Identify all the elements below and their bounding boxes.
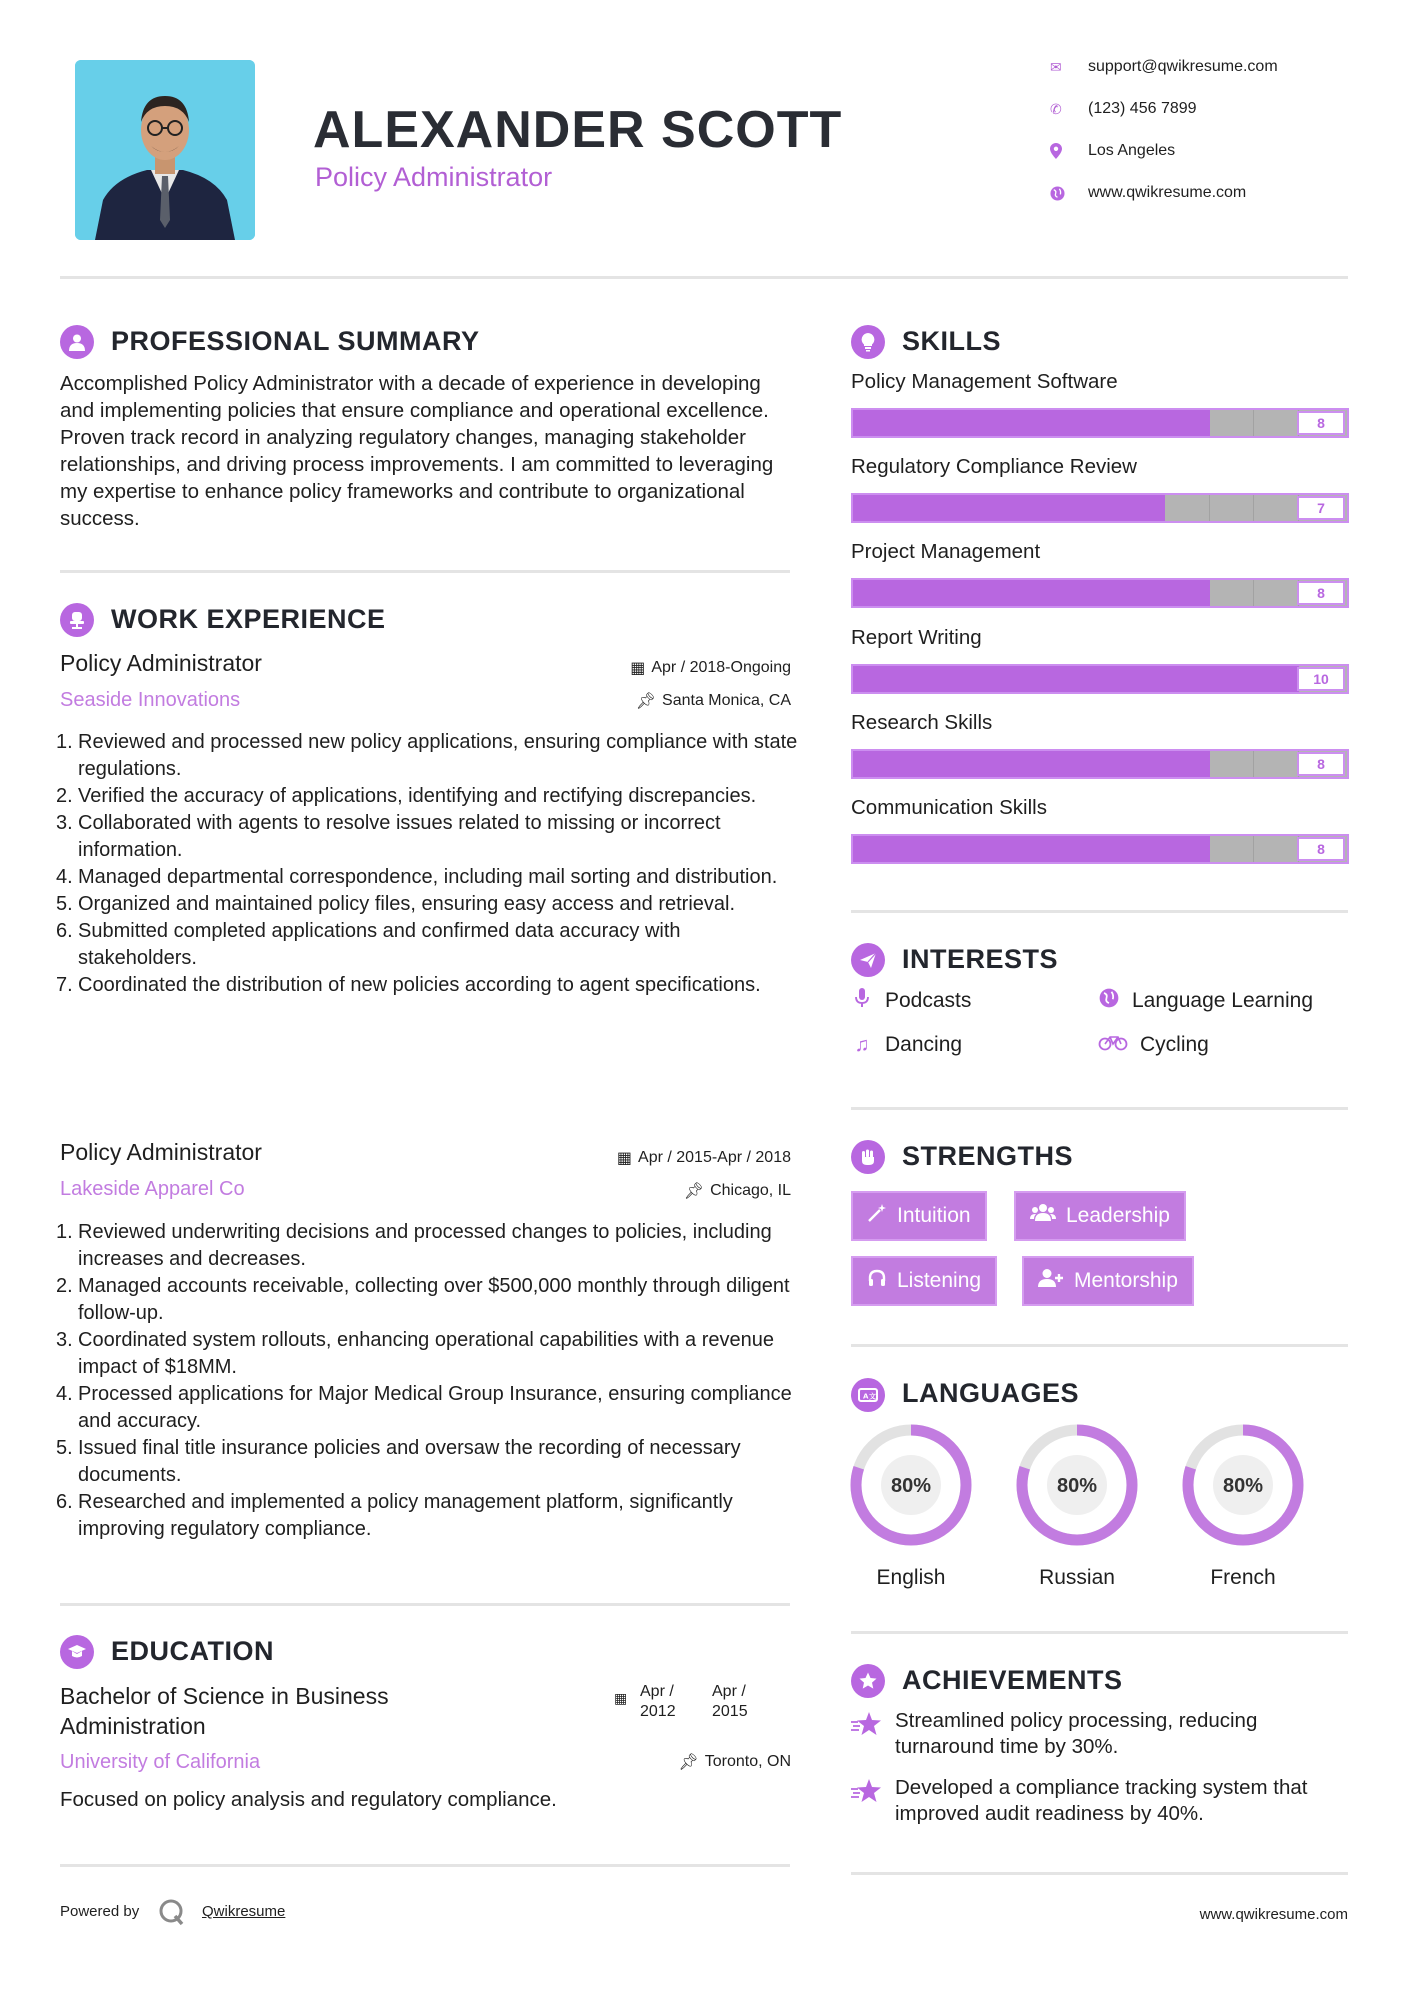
summary-divider — [60, 570, 790, 573]
skill-bar-segment — [1121, 666, 1166, 692]
microphone-icon — [851, 988, 873, 1014]
interest-label: Podcasts — [885, 989, 972, 1012]
education-description: Focused on policy analysis and regulatory compliance. — [60, 1788, 557, 1811]
list-item: 3. Collaborated with agents to resolve issues related to missing or incorrect information. — [56, 812, 721, 861]
list-item: 2. Managed accounts receivable, collecting over $500,000 monthly through diligent follow-up. — [56, 1275, 790, 1324]
skill-bar-segment — [942, 751, 987, 777]
job-location-text: Chicago, IL — [710, 1182, 791, 1199]
skill-bar-segment — [1254, 410, 1299, 436]
skill-bar-segment — [987, 751, 1032, 777]
job-title: Policy Administrator — [60, 650, 262, 676]
job-dates — [480, 1148, 791, 1168]
strength-chip — [1022, 1256, 1194, 1306]
magic-wand-icon — [867, 1203, 887, 1229]
skill-bar-segment — [987, 410, 1032, 436]
qwikresume-link[interactable]: Qwikresume — [202, 1903, 286, 1920]
skill-level: 8 — [1297, 752, 1345, 776]
skill-bar-segment — [1165, 580, 1210, 606]
qwikresume-logo-icon — [158, 1898, 186, 1931]
users-icon — [1030, 1203, 1056, 1229]
skill-bar-segment — [942, 410, 987, 436]
contact-phone-text: (123) 456 7899 — [1088, 100, 1197, 117]
list-item: 7. Coordinated the distribution of new policies according to agent specifications. — [56, 974, 761, 996]
skill-bar-segment — [853, 580, 898, 606]
strengths-heading: STRENGTHS — [902, 1141, 1074, 1171]
skill-row — [851, 455, 1349, 523]
language-percent: 80% — [890, 1475, 932, 1497]
education-location-text: Toronto, ON — [704, 1753, 791, 1770]
skill-bar-segment — [942, 836, 987, 862]
language-item — [1015, 1423, 1139, 1590]
globe-icon — [1098, 988, 1120, 1014]
skill-bar-segment — [1165, 836, 1210, 862]
skill-bar-segment — [1165, 410, 1210, 436]
language-ring — [849, 1423, 973, 1547]
skill-bar-segment — [1031, 666, 1076, 692]
calendar-icon: ▦ — [614, 1690, 628, 1706]
strengths-divider — [851, 1344, 1348, 1347]
experience-divider — [60, 1603, 790, 1606]
skill-bar-segment — [1210, 751, 1255, 777]
skill-bar-segment — [1210, 580, 1255, 606]
calendar-icon: ▦ — [630, 660, 646, 677]
skill-level: 8 — [1297, 581, 1345, 605]
list-item: 1. Reviewed underwriting decisions and processed changes to policies, including increases and decreases. — [56, 1221, 772, 1270]
skill-bar-segment — [942, 580, 987, 606]
skill-bar-segment — [1076, 410, 1121, 436]
pin-icon: 📌︎ — [678, 1754, 699, 1771]
list-item: 3. Coordinated system rollouts, enhancing operational capabilities with a revenue impact of $18MM. — [56, 1329, 774, 1378]
languages-divider — [851, 1631, 1348, 1634]
skill-bar-segment — [898, 580, 943, 606]
strength-chip — [851, 1191, 987, 1241]
contact-location — [1050, 142, 1350, 160]
skill-bar-segment — [853, 666, 898, 692]
skill-bar-segment — [853, 410, 898, 436]
skill-bar-segment — [898, 495, 943, 521]
skill-bar — [851, 834, 1349, 864]
skill-bar-segment — [1210, 495, 1255, 521]
achievement-item: Developed a compliance tracking system that improved audit readiness by 40%. — [895, 1776, 1308, 1825]
skill-name: Communication Skills — [851, 796, 1047, 819]
skill-bar-segment — [898, 751, 943, 777]
skill-row — [851, 711, 1349, 779]
language-name: Russian — [1039, 1566, 1115, 1589]
list-item: 4. Processed applications for Major Medical Group Insurance, ensuring compliance and accuracy. — [56, 1383, 792, 1432]
skill-bar-segment — [1165, 666, 1210, 692]
skill-bar-segment — [898, 666, 943, 692]
skill-bar-segment — [1121, 410, 1166, 436]
interest-label: Dancing — [885, 1033, 963, 1056]
user-icon — [60, 325, 94, 359]
contact-email-text: support@qwikresume.com — [1088, 58, 1278, 75]
skill-bar-segment — [1210, 836, 1255, 862]
language-card-icon — [851, 1378, 885, 1412]
bicycle-icon — [1098, 1033, 1128, 1057]
skill-bar-segment — [898, 410, 943, 436]
skill-bar-segment — [1076, 751, 1121, 777]
contact-website-text: www.qwikresume.com — [1088, 184, 1247, 201]
map-pin-icon — [1050, 143, 1088, 159]
skill-bar-segment — [1031, 580, 1076, 606]
interest-item — [851, 1033, 962, 1057]
skill-bar-segment — [1165, 495, 1210, 521]
list-item: 6. Submitted completed applications and confirmed data accuracy with stakeholders. — [56, 920, 681, 969]
star-icon — [851, 1778, 883, 1810]
interest-label: Cycling — [1140, 1033, 1209, 1056]
graduation-icon — [60, 1635, 94, 1669]
list-item: 6. Researched and implemented a policy management platform, significantly improving regulatory compliance. — [56, 1491, 733, 1540]
achievements-divider — [851, 1872, 1348, 1875]
contact-location-text: Los Angeles — [1088, 142, 1176, 159]
interests-heading: INTERESTS — [902, 944, 1059, 974]
skill-name: Project Management — [851, 540, 1041, 564]
skill-bar-segment — [1031, 410, 1076, 436]
language-ring — [1015, 1423, 1139, 1547]
lightbulb-icon — [851, 325, 885, 359]
strength-label: Leadership — [1066, 1204, 1170, 1227]
interest-item — [1098, 1033, 1209, 1057]
languages-list — [849, 1423, 1349, 1593]
briefcase-chair-icon — [60, 603, 94, 637]
skill-bar-segment — [987, 580, 1032, 606]
skill-level: 7 — [1297, 496, 1345, 520]
skill-bar-segment — [1076, 580, 1121, 606]
interests-divider — [851, 1107, 1348, 1110]
skill-bar — [851, 408, 1349, 438]
paper-plane-icon — [851, 943, 885, 977]
skill-bar-segment — [942, 495, 987, 521]
skill-row — [851, 370, 1349, 438]
language-ring — [1181, 1423, 1305, 1547]
skill-bar — [851, 664, 1349, 694]
skill-bar — [851, 578, 1349, 608]
degree: Bachelor of Science in Business Administration — [60, 1683, 389, 1739]
skill-bar-segment — [987, 495, 1032, 521]
languages-heading: LANGUAGES — [902, 1378, 1080, 1408]
strength-chip — [851, 1256, 997, 1306]
skill-bar-segment — [987, 666, 1032, 692]
list-item: 5. Issued final title insurance policies and oversaw the recording of necessary documents. — [56, 1437, 741, 1486]
job-company: Lakeside Apparel Co — [60, 1178, 245, 1200]
skill-bar-segment — [1121, 836, 1166, 862]
summary-heading: PROFESSIONAL SUMMARY — [111, 326, 480, 356]
language-item — [1181, 1423, 1305, 1590]
skill-bar-segment — [853, 495, 898, 521]
skill-bar-segment — [1254, 495, 1299, 521]
skill-name: Policy Management Software — [851, 370, 1118, 393]
phone-icon: ✆ — [1050, 100, 1062, 117]
star-badge-icon — [851, 1664, 885, 1698]
fist-icon — [851, 1140, 885, 1174]
school: University of California — [60, 1751, 261, 1773]
skill-level: 10 — [1297, 667, 1345, 691]
header-divider — [60, 276, 1348, 279]
education-divider — [60, 1864, 790, 1867]
skill-row — [851, 540, 1349, 608]
education-start: Apr / 2012 — [640, 1683, 676, 1720]
job-duties-list — [56, 729, 800, 999]
skill-bar — [851, 749, 1349, 779]
powered-by-label: Powered by — [60, 1903, 140, 1920]
language-percent: 80% — [1056, 1475, 1098, 1497]
skill-row — [851, 626, 1349, 694]
skill-bar-segment — [898, 836, 943, 862]
education-end: Apr / 2015 — [712, 1683, 748, 1720]
user-plus-icon — [1038, 1268, 1064, 1294]
achievements-heading: ACHIEVEMENTS — [902, 1665, 1123, 1695]
job-dates — [480, 658, 791, 678]
footer-website[interactable]: www.qwikresume.com — [1199, 1906, 1348, 1923]
list-item: 5. Organized and maintained policy files, ensuring easy access and retrieval. — [56, 893, 736, 915]
language-name: French — [1210, 1566, 1276, 1589]
pin-icon: 📌︎ — [683, 1183, 705, 1200]
job-title: Policy Administrator — [60, 1139, 262, 1165]
calendar-icon: ▦ — [616, 1150, 633, 1167]
skill-bar-segment — [1031, 836, 1076, 862]
job-location — [480, 691, 791, 711]
skill-bar-segment — [1031, 751, 1076, 777]
job-dates-text: Apr / 2015-Apr / 2018 — [638, 1149, 791, 1166]
achievement-item: Streamlined policy processing, reducing turnaround time by 30%. — [895, 1709, 1258, 1758]
education-location — [480, 1752, 791, 1772]
job-company: Seaside Innovations — [60, 689, 241, 711]
contact-phone[interactable] — [1050, 100, 1350, 118]
interest-item — [1098, 988, 1313, 1014]
candidate-name: ALEXANDER SCOTT — [313, 101, 843, 159]
list-item: 4. Managed departmental correspondence, including mail sorting and distribution. — [56, 866, 778, 888]
skill-bar-segment — [1165, 751, 1210, 777]
headphones-icon — [867, 1268, 887, 1294]
skill-level: 8 — [1297, 837, 1345, 861]
skill-row — [851, 796, 1349, 864]
language-item — [849, 1423, 973, 1590]
profile-photo — [75, 60, 255, 240]
envelope-icon: ✉ — [1050, 58, 1062, 75]
skill-bar-segment — [1121, 580, 1166, 606]
skills-heading: SKILLS — [902, 326, 1002, 356]
interest-label: Language Learning — [1132, 989, 1314, 1012]
svg-text:文: 文 — [869, 1392, 876, 1401]
list-item: 2. Verified the accuracy of applications, identifying and rectifying discrepancies. — [56, 785, 757, 807]
skill-bar-segment — [1254, 836, 1299, 862]
summary-text: Accomplished Policy Administrator with a decade of experience in developing and implementing policies that ensure compliance and operational excellence. Proven track record in analyzing regulatory changes, managing stakeholder relationships, and driving process improvements. I am committed to leveraging my expertise to enhance policy frameworks and contribute to organizational success. — [60, 372, 774, 530]
skill-bar-segment — [1254, 751, 1299, 777]
contact-email[interactable] — [1050, 58, 1350, 76]
svg-text:A: A — [863, 1392, 869, 1401]
skill-bar-segment — [1254, 666, 1299, 692]
skill-bar-segment — [1076, 666, 1121, 692]
skill-bar-segment — [1210, 410, 1255, 436]
language-name: English — [876, 1566, 946, 1589]
interest-item — [851, 988, 971, 1014]
skill-bar-segment — [1121, 495, 1166, 521]
skill-bar-segment — [942, 666, 987, 692]
star-icon — [851, 1711, 883, 1743]
candidate-title: Policy Administrator — [315, 162, 553, 192]
skill-name: Research Skills — [851, 710, 993, 734]
list-item: 1. Reviewed and processed new policy applications, ensuring compliance with state regulations. — [56, 731, 798, 780]
globe-icon — [1050, 186, 1088, 201]
skill-name: Regulatory Compliance Review — [851, 455, 1137, 479]
skill-bar-segment — [1076, 495, 1121, 521]
skills-divider — [851, 910, 1348, 913]
education-heading: EDUCATION — [111, 1636, 274, 1666]
experience-heading: WORK EXPERIENCE — [111, 604, 386, 634]
skill-bar-segment — [853, 836, 898, 862]
job-duties-list — [56, 1219, 800, 1543]
music-note-icon: ♫ — [854, 1033, 870, 1056]
job-location-text: Santa Monica, CA — [662, 692, 791, 709]
skill-bar-segment — [1254, 580, 1299, 606]
skill-bar-segment — [1076, 836, 1121, 862]
skill-name: Report Writing — [851, 625, 982, 649]
skill-level: 8 — [1297, 411, 1345, 435]
language-percent: 80% — [1222, 1475, 1264, 1497]
skill-bar-segment — [1031, 495, 1076, 521]
skill-bar — [851, 493, 1349, 523]
strength-chip — [1014, 1191, 1186, 1241]
skill-bar-segment — [1121, 751, 1166, 777]
skill-bar-segment — [987, 836, 1032, 862]
strength-label: Mentorship — [1074, 1269, 1178, 1292]
contact-website[interactable] — [1050, 184, 1350, 202]
job-location — [480, 1181, 791, 1201]
strength-label: Listening — [897, 1269, 982, 1292]
pin-icon: 📌︎ — [635, 693, 657, 710]
job-dates-text: Apr / 2018-Ongoing — [651, 659, 791, 676]
strength-label: Intuition — [897, 1204, 971, 1227]
skill-bar-segment — [853, 751, 898, 777]
skill-bar-segment — [1210, 666, 1255, 692]
